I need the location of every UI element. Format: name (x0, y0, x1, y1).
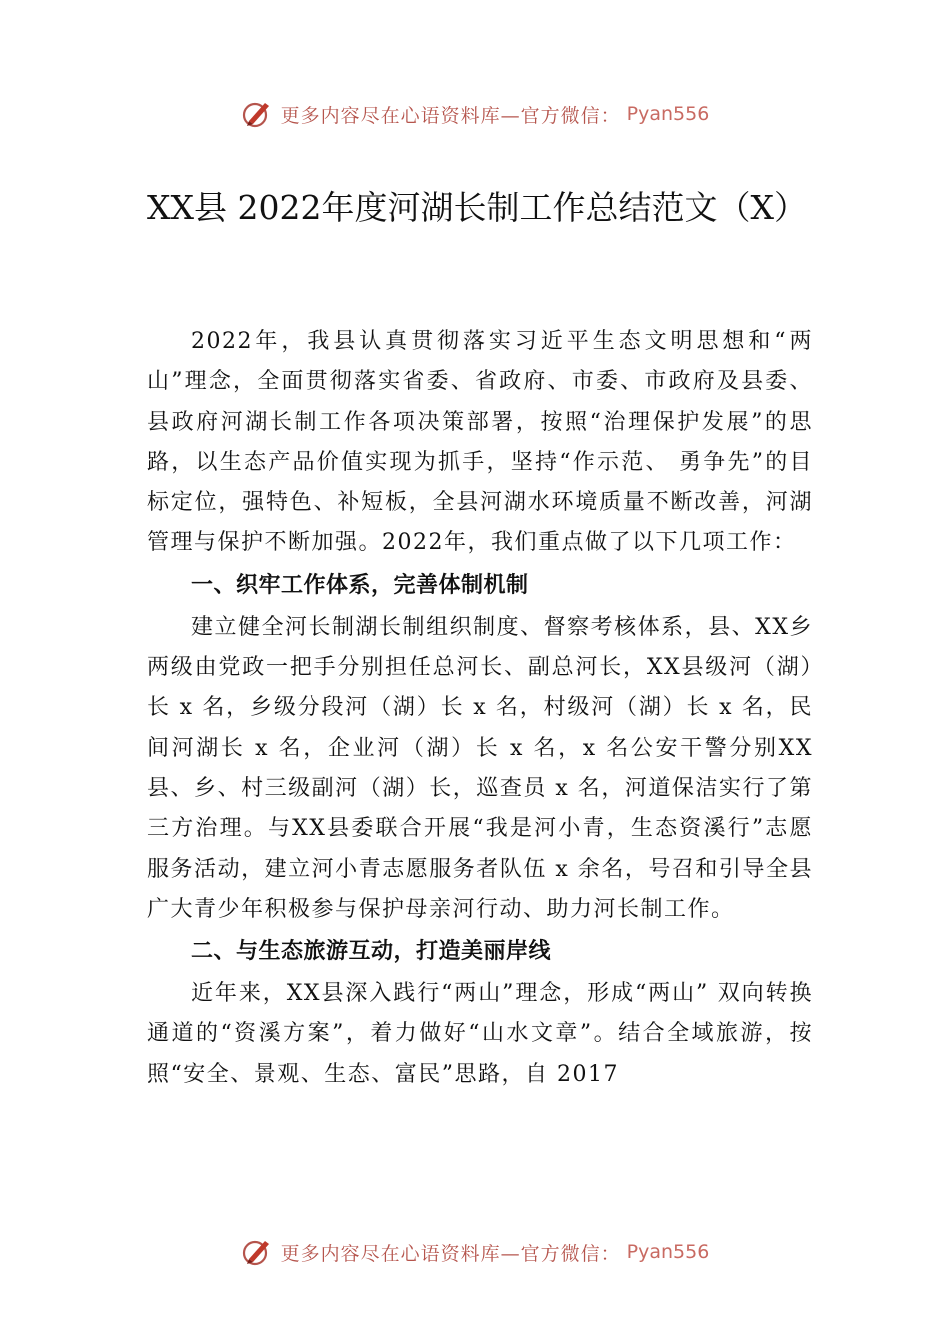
section-2-paragraph: 近年来，XX县深入践行“两山”理念，形成“两山” 双向转换通道的“资溪方案”，着力做好“山水文章”。结合全域旅游，按照“安全、景观、生态、富民”思路，自 2017 (147, 981, 813, 1087)
watermark-wechat-id: Pyan556 (626, 103, 710, 125)
watermark-text: 更多内容尽在心语资料库—官方微信： (280, 1242, 621, 1265)
section-1-paragraph: 建立健全河长制湖长制组织制度、督察考核体系，县、XX乡两级由党政一把手分别担任总河长、副总河长，XX县级河（湖）长 x 名，乡级分段河（湖）长 x 名，村级河（湖）长 x 名，民间河湖长 x 名，企业河（湖）长 x 名，x 名公安干警分别XX县、乡、村三级副河（湖）长，巡查员 x 名，河道保洁实行了第三方治理。与XX县委联合开展“我是河小青，生态资溪行”志愿服务活动，建立河小青志愿服务者队伍 x 余名，号召和引导全县广大青少年积极参与保护母亲河行动、助力河长制工作。 (147, 614, 813, 922)
watermark-footer (0, 1232, 950, 1272)
section-1-heading: 一、织牢工作体系，完善体制机制 (191, 572, 529, 598)
pen-logo-icon (241, 97, 275, 131)
pen-logo-icon (241, 1235, 275, 1269)
watermark-header (0, 94, 950, 134)
watermark-text: 更多内容尽在心语资料库—官方微信： (280, 104, 621, 127)
watermark-wechat-id: Pyan556 (626, 1241, 710, 1263)
document-body (147, 322, 813, 1095)
intro-paragraph: 2022年，我县认真贯彻落实习近平生态文明思想和“两山”理念，全面贯彻落实省委、省政府、市委、市政府及县委、县政府河湖长制工作各项决策部署，按照“治理保护发展”的思路，以生态产品价值实现为抓手，坚持“作示范、 勇争先”的目标定位，强特色、补短板，全县河湖水环境质量不断改善，河湖管理与保护不断加强。2022年，我们重点做了以下几项工作： (147, 329, 813, 556)
document-title: XX县 2022年度河湖长制工作总结范文（X） (147, 188, 807, 227)
section-2-heading: 二、与生态旅游互动，打造美丽岸线 (191, 939, 552, 965)
